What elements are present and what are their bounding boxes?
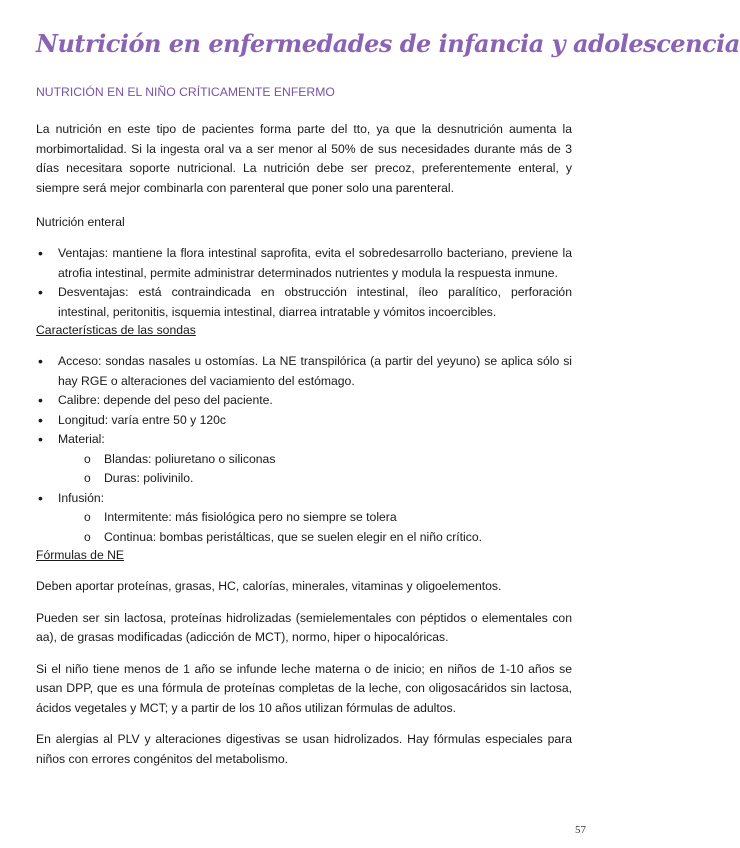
document-title: Nutrición en enfermedades de infancia y adolescencia	[36, 29, 740, 58]
document-page	[36, 26, 740, 781]
page-number: 57	[575, 824, 586, 836]
sondas-list	[36, 352, 572, 547]
formulas-paragraph: Deben aportar proteínas, grasas, HC, calorías, minerales, vitaminas y oligoelementos.	[36, 579, 502, 593]
formulas-heading: Fórmulas de NE	[36, 548, 125, 562]
sublist-item-continua: o Continua: bombas peristálticas, que se suelen elegir en el niño crítico.	[58, 528, 572, 548]
formulas-paragraph: Pueden ser sin lactosa, proteínas hidrolizadas (semielementales con péptidos o elementales con aa), de grasas modificadas (adicción de MCT), normo, hiper o hipocalóricas.	[36, 610, 572, 644]
list-item-material	[36, 430, 572, 489]
list-item-calibre: • Calibre: depende del peso del paciente.	[36, 391, 572, 411]
sublist-item-intermitente: o Intermitente: más fisiológica pero no siempre se tolera	[58, 508, 572, 528]
section-heading: NUTRICIÓN EN EL NIÑO CRÍTICAMENTE ENFERMO	[36, 85, 335, 99]
sublist-item-duras: o Duras: polivinilo.	[58, 469, 572, 489]
list-item-ventajas: • Ventajas: mantiene la flora intestinal saprofita, evita el sobredesarrollo bacteriano, previene la atrofia intestinal, permite administrar determinados nutrientes y modula la respuesta inmune.	[36, 244, 572, 283]
material-sublist	[58, 450, 572, 489]
formulas-paragraph: Si el niño tiene menos de 1 año se infunde leche materna o de inicio; en niños de 1-10 años se usan DPP, que es una fórmula de proteínas completas de la leche, con oligosacáridos sin lactosa, ácidos vegetales y MCT; y a partir de los 10 años utilizan fórmulas de adultos.	[36, 661, 572, 715]
list-item-acceso: • Acceso: sondas nasales u ostomías. La NE transpilórica (a partir del yeyuno) se aplica sólo si hay RGE o alteraciones del vaciamiento del estómago.	[36, 352, 572, 391]
formulas-paragraph: En alergias al PLV y alteraciones digestivas se usan hidrolizados. Hay fórmulas especiales para niños con errores congénitos del metabolismo.	[36, 732, 572, 766]
infusion-label: Infusión:	[58, 490, 105, 505]
sondas-heading: Características de las sondas	[36, 323, 196, 337]
sublist-item-blandas: o Blandas: poliuretano o siliconas	[58, 450, 572, 470]
list-item-desventajas: • Desventajas: está contraindicada en obstrucción intestinal, íleo paralítico, perforación intestinal, peritonitis, isquemia intestinal, diarrea intratable y vómitos incoercibles.	[36, 283, 572, 322]
list-item-infusion	[36, 489, 572, 548]
list-item-longitud: • Longitud: varía entre 50 y 120c	[36, 411, 572, 431]
material-label: Material:	[58, 432, 105, 446]
enteral-list	[36, 244, 572, 322]
enteral-heading: Nutrición enteral	[36, 215, 125, 229]
infusion-sublist	[58, 508, 572, 547]
intro-paragraph: La nutrición en este tipo de pacientes forma parte del tto, ya que la desnutrición aumenta la morbimortalidad. Si la ingesta oral va a ser menor al 50% de sus necesidades durante más de 3 días necesitara soporte nutricional. La nutrición debe ser precoz, preferentemente enteral, y siempre será mejor combinarla con parenteral que poner solo una parenteral.	[36, 122, 572, 195]
